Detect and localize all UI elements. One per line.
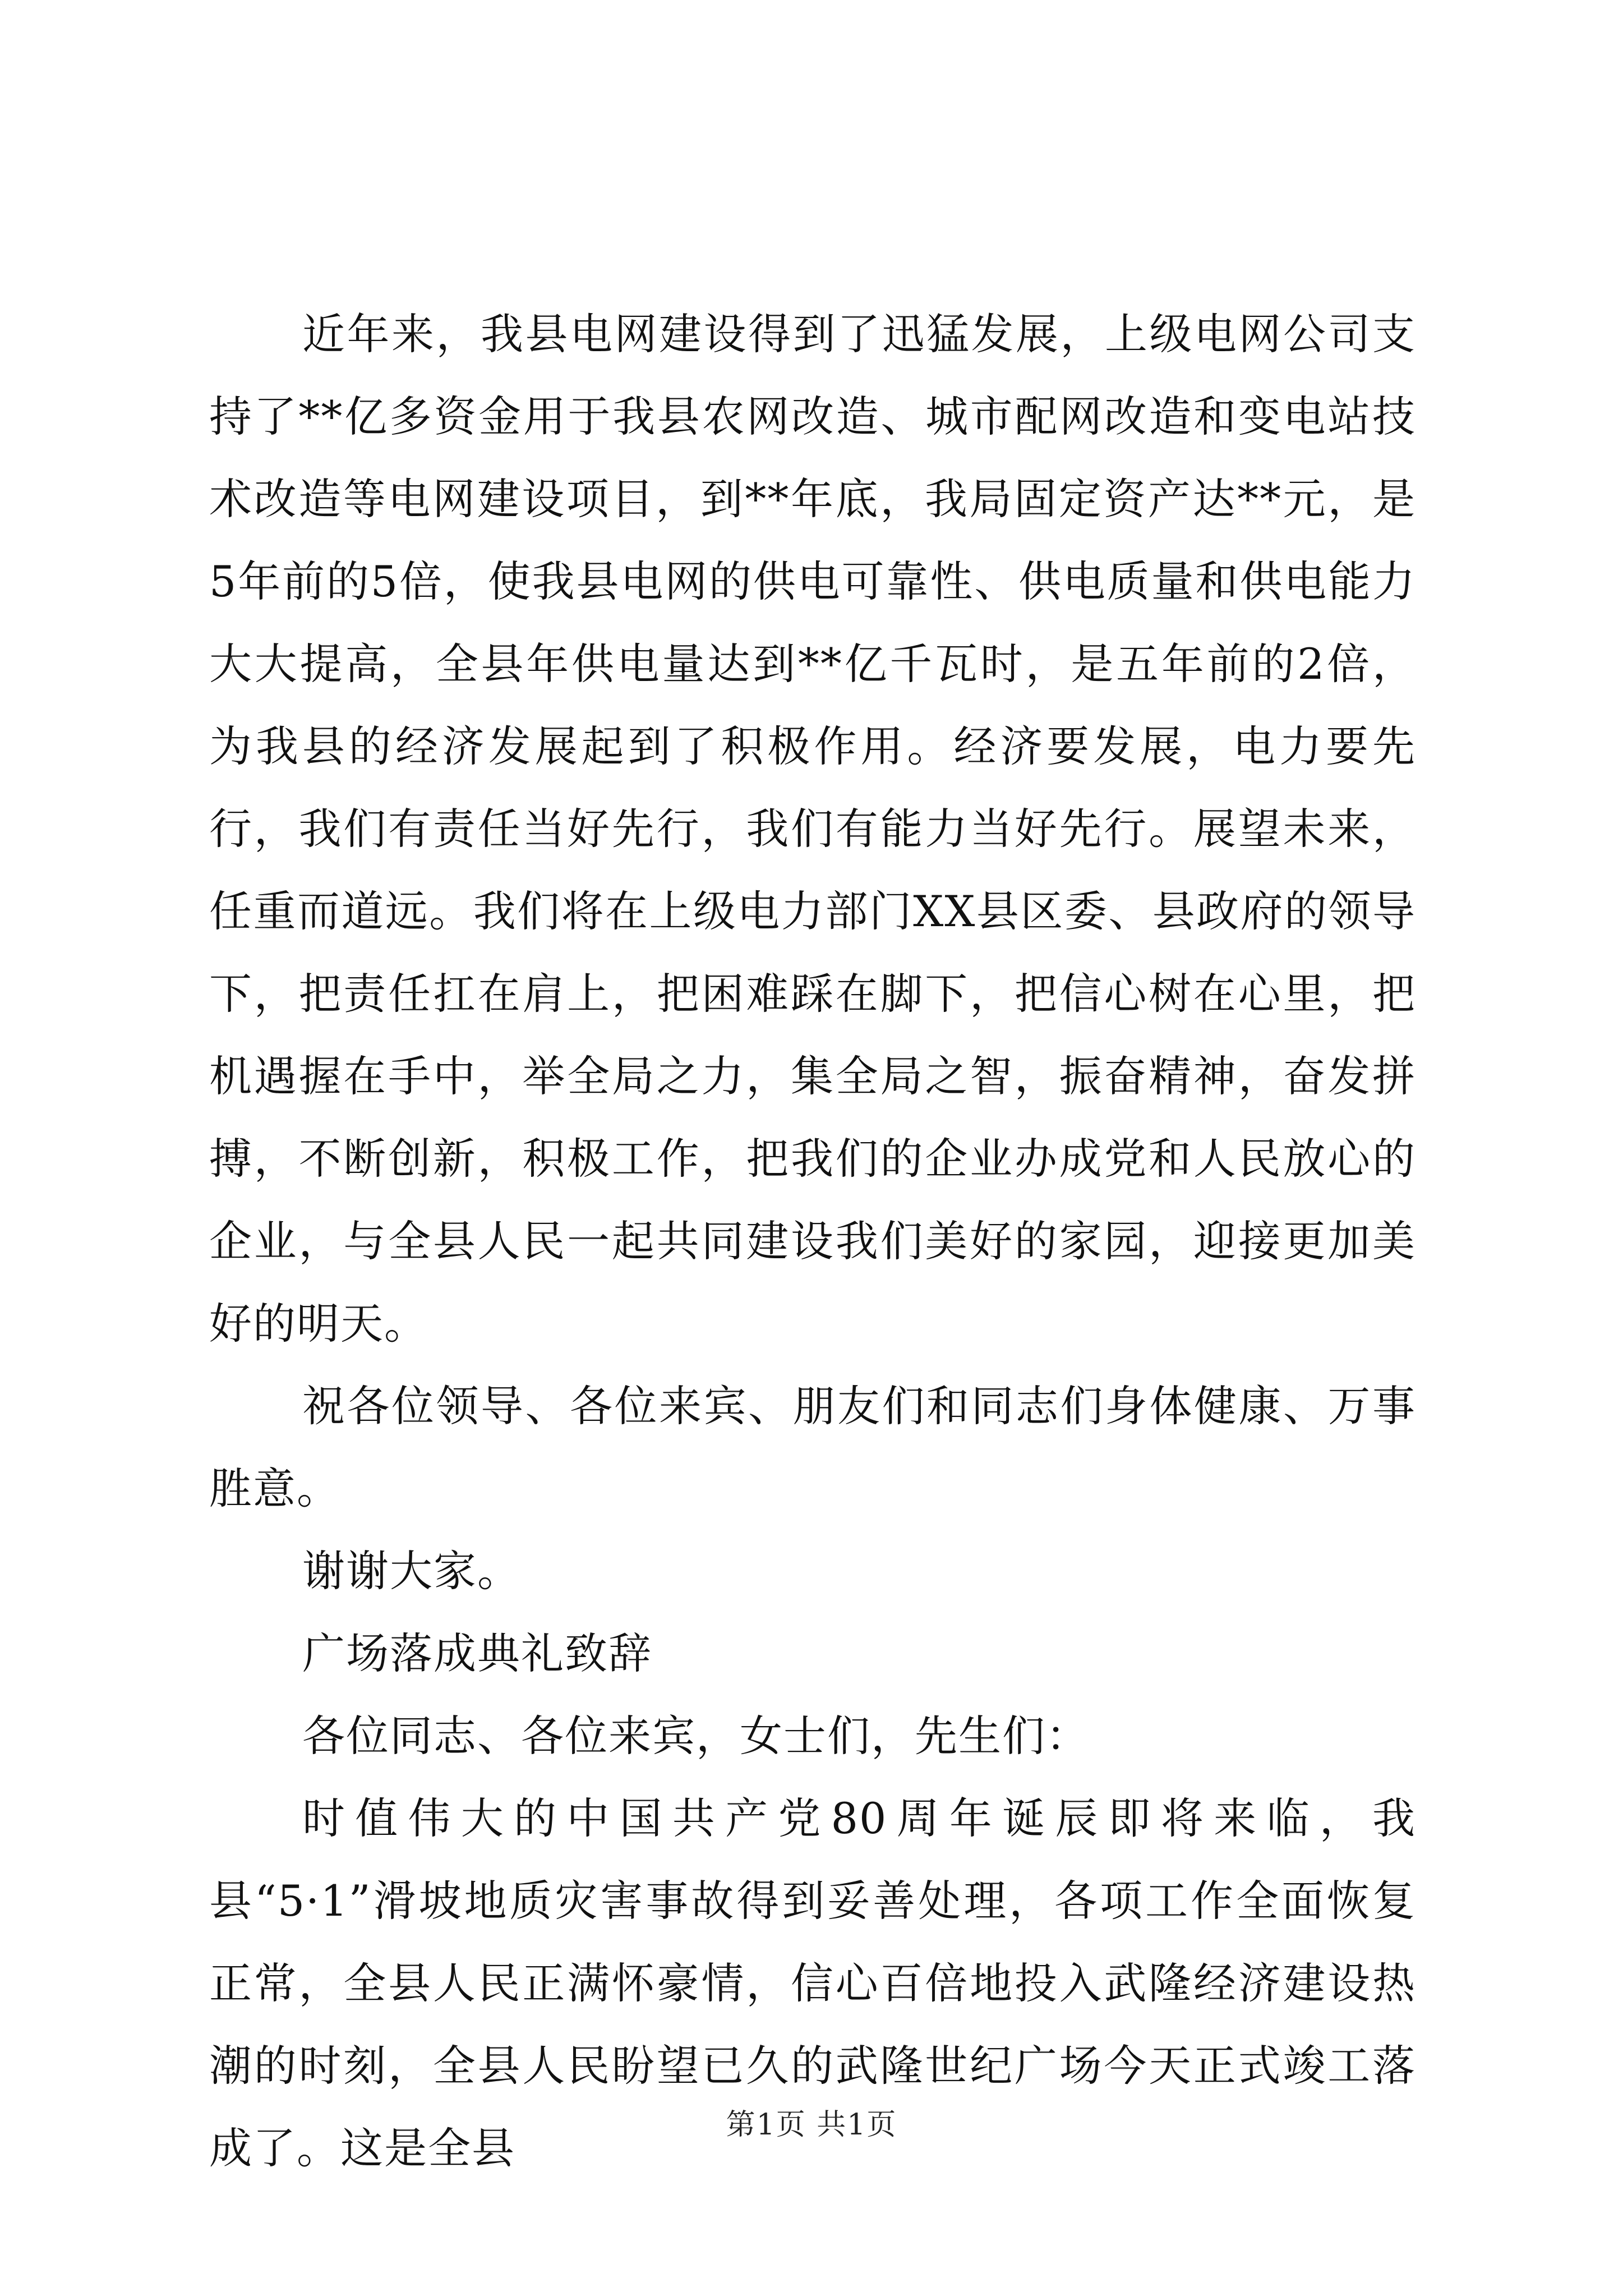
paragraph-square-opening: 时值伟大的中国共产党80周年诞辰即将来临，我县“5·1”滑坡地质灾害事故得到妥善处理，各项工作全面恢复正常，全县人民正满怀豪情，信心百倍地投入武隆经济建设热潮的时刻，全县人民盼望已久的武隆世纪广场今天正式竣工落成了。这是全县 xyxy=(209,1793,1416,2173)
document-body xyxy=(209,293,1416,2189)
paragraph-thanks: 谢谢大家。 xyxy=(302,1546,521,1596)
paragraph-wishes: 祝各位领导、各位来宾、朋友们和同志们身体健康、万事胜意。 xyxy=(209,1381,1416,1513)
page-number: 第1页 共1页 xyxy=(726,2108,897,2142)
paragraph-power-grid: 近年来，我县电网建设得到了迅猛发展，上级电网公司支持了**亿多资金用于我县农网改造、城市配网改造和变电站技术改造等电网建设项目，到**年底，我局固定资产达**元，是5年前的5倍，使我县电网的供电可靠性、供电质量和供电能力大大提高，全县年供电量达到**亿千瓦时，是五年前的2倍，为我县的经济发展起到了积极作用。经济要发展，电力要先行，我们有责任当好先行，我们有能力当好先行。展望未来，任重而道远。我们将在上级电力部门XX县区委、县政府的领导下，把责任扛在肩上，把困难踩在脚下，把信心树在心里，把机遇握在手中，举全局之力，集全局之智，振奋精神，奋发拼搏，不断创新，积极工作，把我们的企业办成党和人民放心的企业，与全县人民一起共同建设我们美好的家园，迎接更加美好的明天。 xyxy=(209,309,1416,1349)
salutation: 各位同志、各位来宾，女士们，先生们： xyxy=(302,1711,1090,1761)
section-title: 广场落成典礼致辞 xyxy=(302,1628,652,1678)
